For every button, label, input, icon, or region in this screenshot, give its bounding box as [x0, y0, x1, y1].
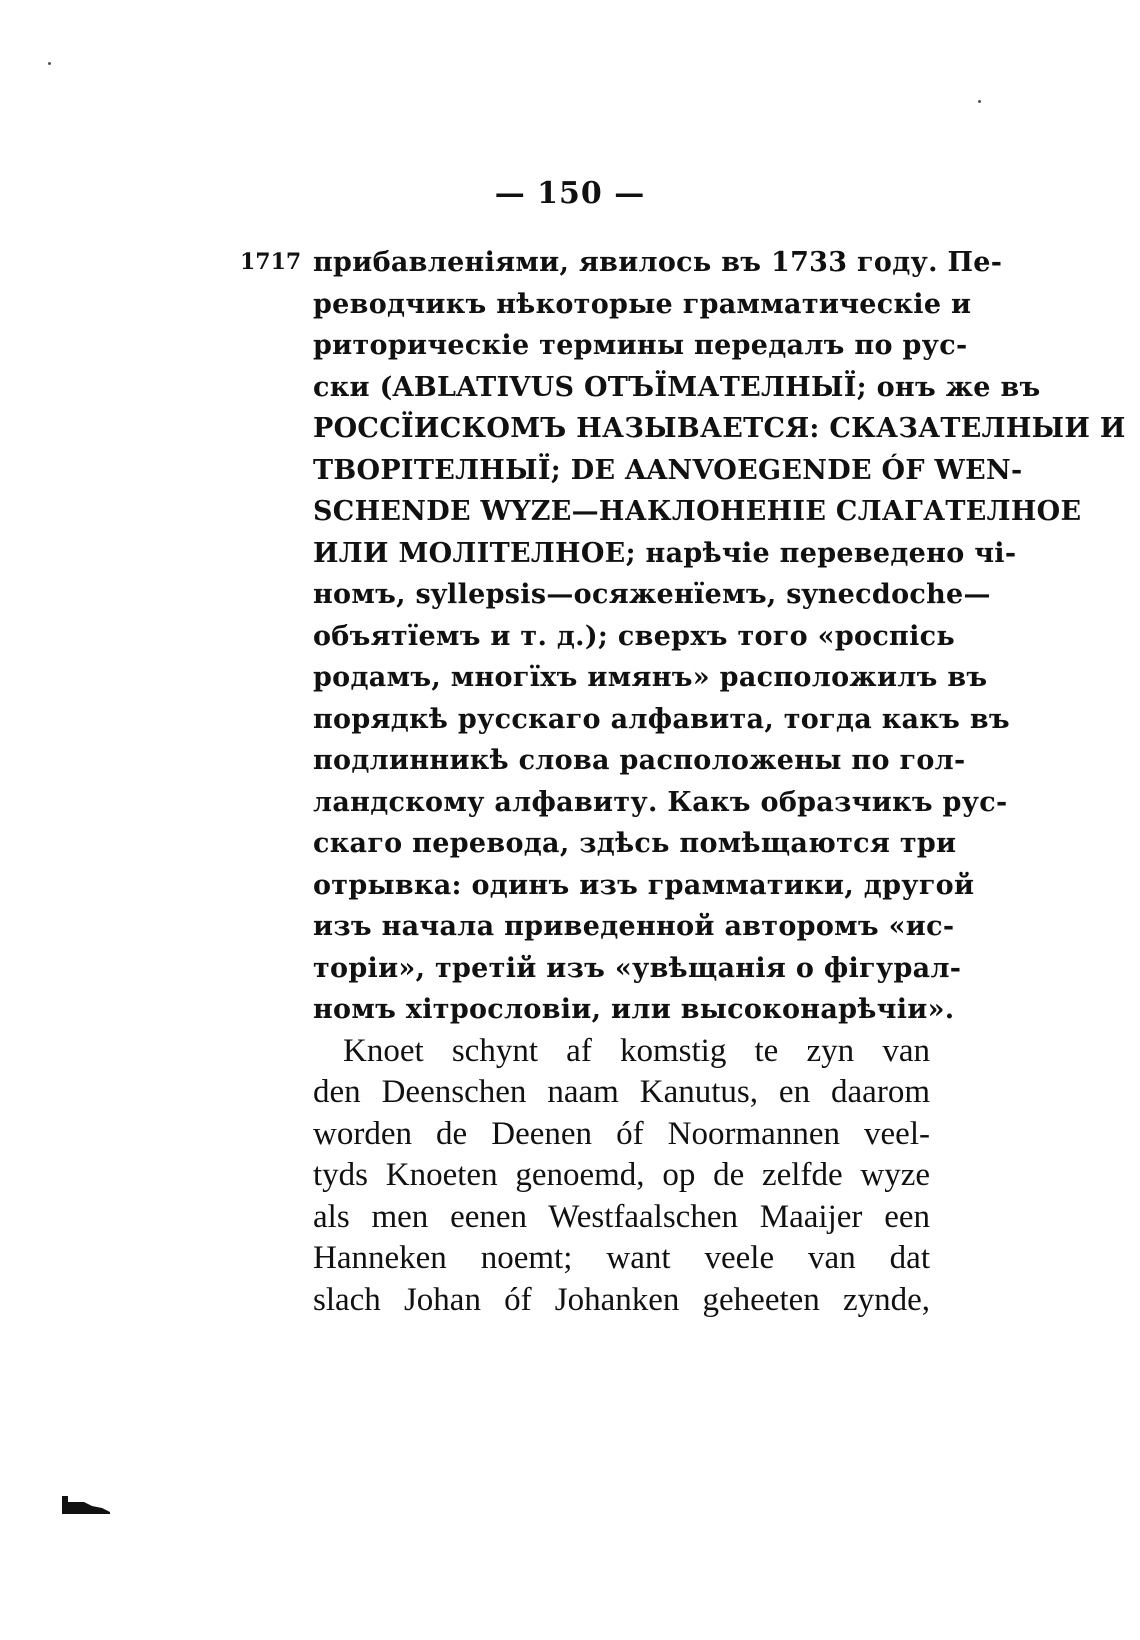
scan-speck — [48, 62, 51, 65]
text-line: торіи», третій изъ «увѣщанія о фігурал- — [313, 952, 962, 984]
text-line: ландскому алфавиту. Какъ образчикъ рус- — [313, 786, 1008, 818]
text-line: номъ, syllepsis—осяженїемъ, synecdoche— — [313, 579, 991, 610]
text-line: изъ начала приведенной авторомъ «ис- — [313, 911, 955, 942]
text-line: номъ хітрословіи, или высоконарѣчіи». — [313, 994, 955, 1025]
text-line: Hanneken noemt; want veele van dat — [313, 1240, 930, 1276]
text-line: den Deenschen naam Kanutus, en daarom — [313, 1074, 930, 1110]
text-line: подлинникѣ слова расположены по гол- — [313, 745, 966, 776]
text-line: прибавленіями, явилось въ 1733 году. Пе- — [313, 247, 1003, 278]
text-line: ски (ABLATIVUS ОТЪЇМАТЕЛНЫЇ; онъ же въ — [313, 371, 1041, 403]
text-line: скаго перевода, здѣсь помѣщаются три — [313, 828, 957, 859]
text-line: Knoet schynt af komstig te zyn van — [343, 1032, 930, 1069]
text-line: реводчикъ нѣкоторые грамматическіе и — [313, 288, 972, 320]
text-line: отрывка: одинъ изъ грамматики, другой — [313, 869, 975, 901]
text-line: РОССЇИСКОМЪ НАЗЫВАЕТСЯ: СКАЗАТЕЛНЫИ И — [313, 413, 1126, 444]
text-line: объятїемъ и т. д.); сверхъ того «роспісь — [313, 620, 956, 652]
scan-speck — [978, 100, 981, 103]
text-line: slach Johan óf Johanken geheeten zynde, — [313, 1281, 930, 1318]
text-line: SCHENDE WYZE—НАКЛОНЕНІЕ СЛАГАТЕЛНОЕ — [313, 496, 1082, 527]
text-line: родамъ, многїхъ имянъ» расположилъ въ — [313, 662, 988, 693]
page-number: — 150 — — [494, 176, 646, 211]
text-line: als men eenen Westfaalschen Maaijer een — [313, 1198, 930, 1235]
body-text — [313, 242, 1126, 1321]
text-line: порядкѣ русскаго алфавита, тогда какъ въ — [313, 703, 1010, 735]
text-line: ИЛИ МОЛІТЕЛНОЕ; нарѣчіе переведено чі- — [313, 537, 1017, 569]
text-line: ТВОРІТЕЛНЫЇ; DE AANVOEGENDE ÓF WEN- — [313, 454, 1023, 486]
text-line: риторическіе термины передалъ по рус- — [313, 330, 968, 361]
scan-artifact-mark — [62, 1496, 110, 1514]
margin-year-note: 1717 — [240, 249, 302, 275]
text-line: worden de Deenen óf Noormannen veel- — [313, 1115, 930, 1152]
text-line: tyds Knoeten genoemd, op de zelfde wyze — [313, 1157, 930, 1193]
